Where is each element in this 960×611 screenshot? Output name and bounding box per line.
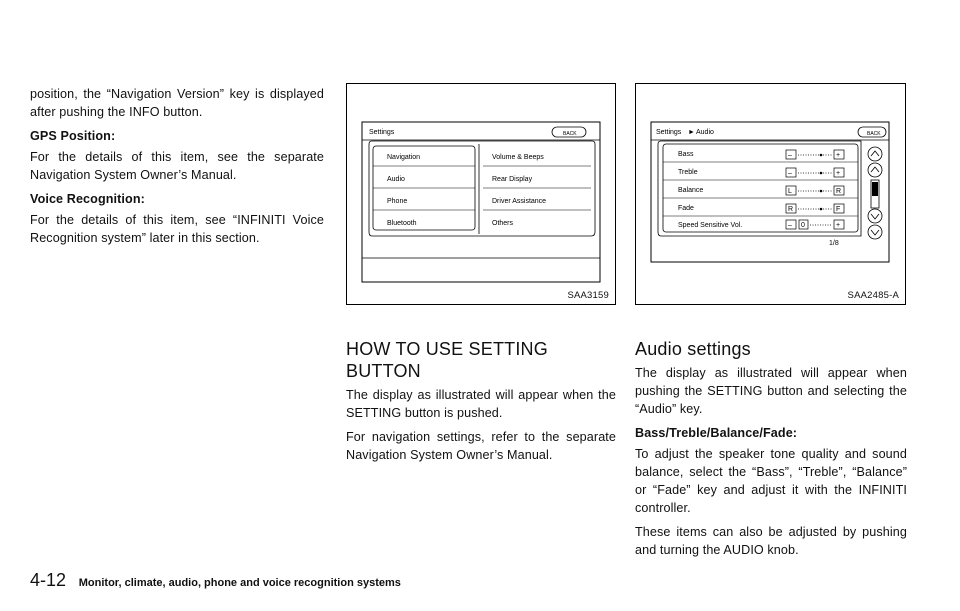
key-bluetooth: Bluetooth <box>387 220 417 227</box>
scroll-up-icon <box>868 163 882 177</box>
treble-plus-icon: + <box>836 170 841 177</box>
subheading-gps-position: GPS Position: <box>30 129 116 143</box>
row-balance-label: Balance <box>678 187 704 194</box>
paragraph: The display as illustrated will appear when the SETTING button is pushed. <box>346 388 616 420</box>
screen-title: Settings <box>656 129 682 136</box>
paragraph: The display as illustrated will appear when pushing the SETTING button and selecting the “Audio” key. <box>635 366 907 416</box>
page-number: 4-12 <box>30 570 67 590</box>
key-audio: Audio <box>387 176 405 183</box>
paragraph: For the details of this item, see the separate Navigation System Owner’s Manual. <box>30 150 324 182</box>
breadcrumb-audio: Audio <box>696 129 714 136</box>
figure-audio-settings-screen <box>635 83 906 305</box>
bass-plus-icon: + <box>836 152 841 159</box>
row-speed-sensitive-label: Speed Sensitive Vol. <box>678 222 743 229</box>
settings-screen-illustration <box>347 84 614 303</box>
page-indicator: 1/8 <box>829 240 839 247</box>
paragraph: For the details of this item, see “INFINITI Voice Recognition system” later in this section. <box>30 213 324 245</box>
fade-front-icon: F <box>836 206 841 213</box>
left-column <box>30 85 324 253</box>
figure-code: SAA2485-A <box>847 290 899 301</box>
scroll-controls <box>868 147 882 239</box>
speed-minus-icon: – <box>788 222 792 229</box>
screen-title: Settings <box>369 129 395 136</box>
right-column <box>635 338 907 565</box>
scrollbar-thumb <box>872 182 878 196</box>
paragraph: These items can also be adjusted by pushing and turning the AUDIO knob. <box>635 525 907 557</box>
page-footer <box>30 570 401 591</box>
row-treble-label: Treble <box>678 169 698 176</box>
key-volume-beeps: Volume & Beeps <box>492 154 544 161</box>
section-heading: Audio settings <box>635 339 751 359</box>
key-rear-display: Rear Display <box>492 176 533 183</box>
back-button-label: BACK <box>867 131 881 137</box>
speed-plus-icon: + <box>836 222 841 229</box>
audio-rows <box>663 150 858 229</box>
scroll-down-icon <box>868 209 882 223</box>
subheading-bass-treble: Bass/Treble/Balance/Fade: <box>635 426 798 440</box>
paragraph: To adjust the speaker tone quality and sound balance, select the “Bass”, “Treble”, “Balance” or “Fade” key and adjust it with the INFINITI controller. <box>635 447 907 515</box>
middle-column <box>346 338 616 470</box>
key-others: Others <box>492 220 514 227</box>
key-driver-assistance: Driver Assistance <box>492 198 547 205</box>
scroll-bottom-icon <box>868 225 882 239</box>
back-button-label: BACK <box>563 131 577 137</box>
scroll-top-icon <box>868 147 882 161</box>
bass-minus-icon: – <box>788 152 792 159</box>
paragraph: For navigation settings, refer to the separate Navigation System Owner’s Manual. <box>346 430 616 462</box>
breadcrumb-separator: ► <box>688 129 695 136</box>
key-phone: Phone <box>387 198 408 205</box>
left-keys <box>373 154 475 227</box>
fade-rear-icon: R <box>788 206 794 213</box>
chapter-title: Monitor, climate, audio, phone and voice recognition systems <box>78 577 401 589</box>
right-keys <box>483 154 591 227</box>
row-bass-label: Bass <box>678 151 694 158</box>
figure-settings-screen <box>346 83 616 305</box>
treble-minus-icon: – <box>788 170 792 177</box>
paragraph: position, the “Navigation Version” key is displayed after pushing the INFO button. <box>30 87 324 119</box>
key-navigation: Navigation <box>387 154 421 161</box>
row-fade-label: Fade <box>678 205 694 212</box>
subheading-voice-recognition: Voice Recognition: <box>30 192 145 206</box>
audio-settings-illustration <box>636 84 904 303</box>
balance-left-icon: L <box>788 188 792 195</box>
balance-right-icon: R <box>836 188 842 195</box>
figure-code: SAA3159 <box>567 290 609 301</box>
section-heading: HOW TO USE SETTING BUTTON <box>346 339 548 381</box>
speed-value: 0 <box>801 222 805 229</box>
